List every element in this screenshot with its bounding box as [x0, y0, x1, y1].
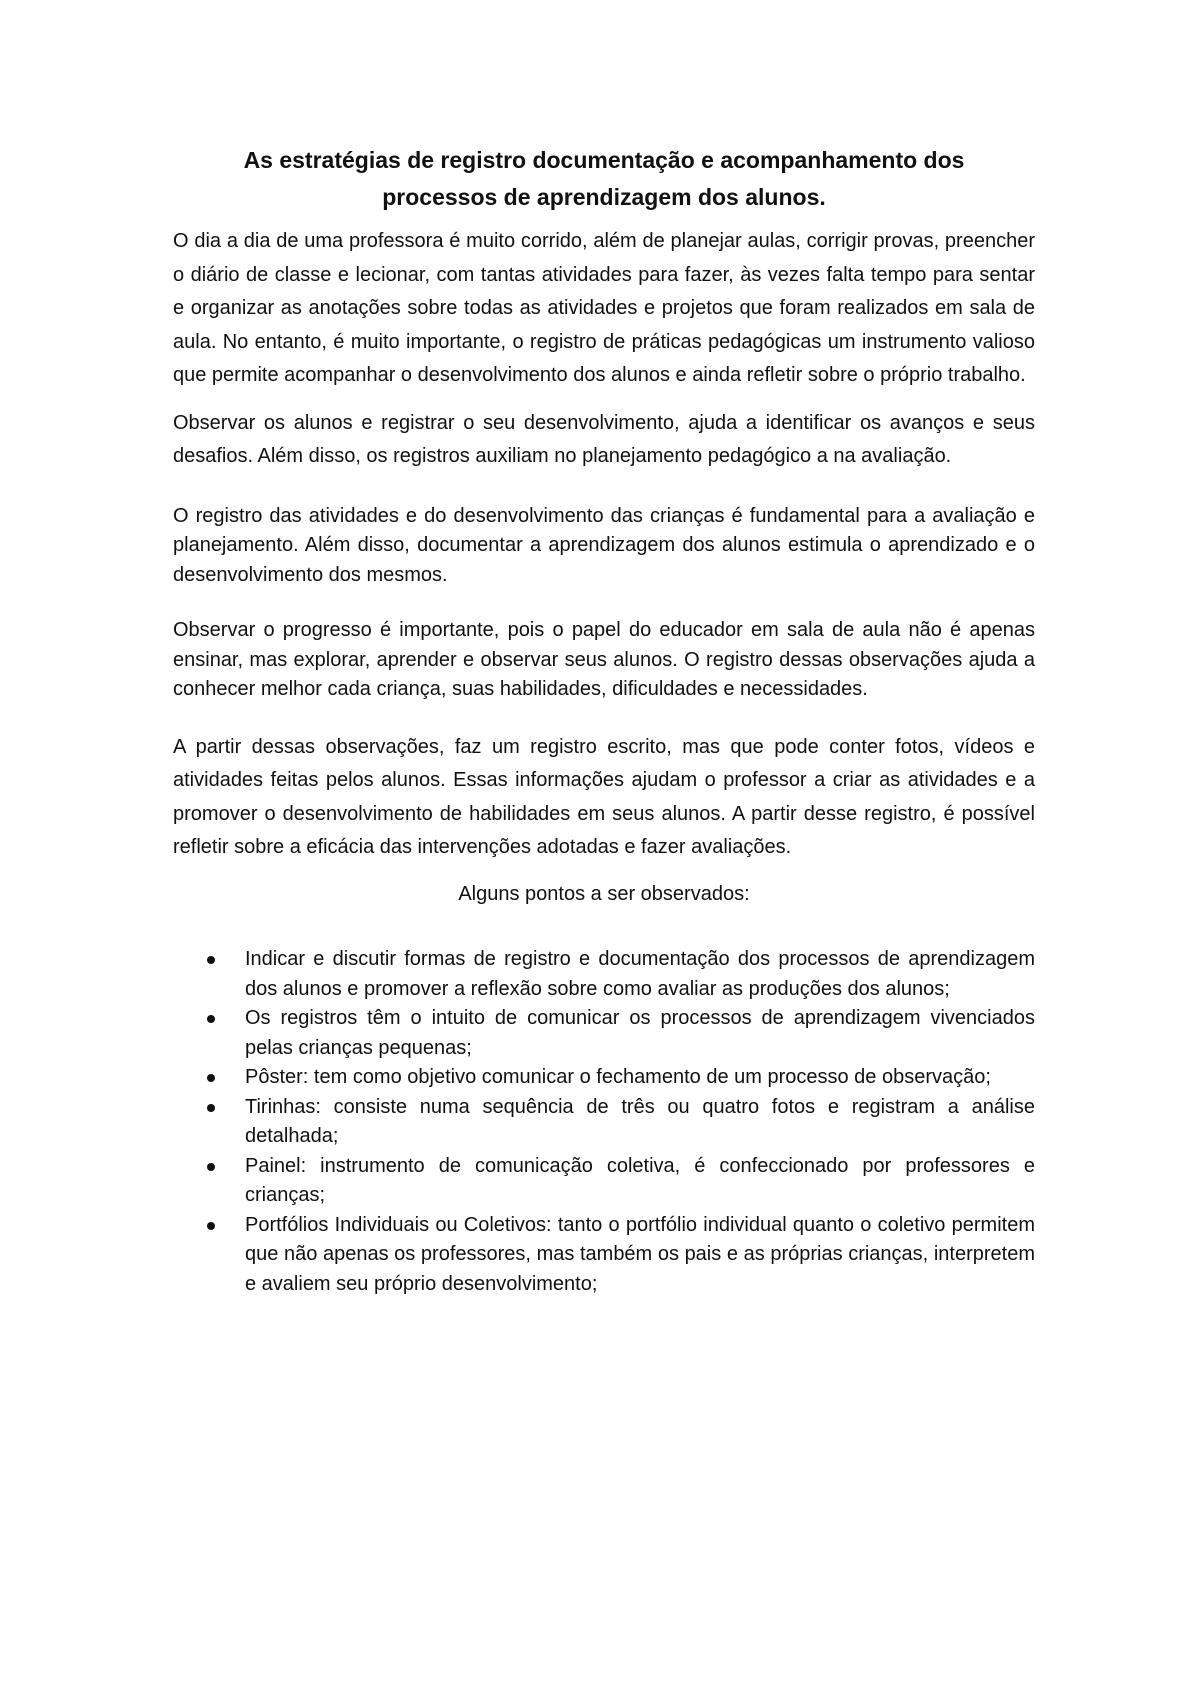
title-line-1: As estratégias de registro documentação e acompanhamento dos [243, 147, 965, 173]
paragraph-5: A partir dessas observações, faz um registro escrito, mas que pode conter fotos, vídeos e atividades feitas pelos alunos. Essas informações ajudam o professor a criar as atividades e a promover o desenvolvimento de habilidades em seus alunos. A partir desse registro, é possível refletir sobre a eficácia das intervenções adotadas e fazer avaliações. [173, 735, 1035, 858]
bullet-icon [207, 1163, 215, 1171]
title-line-2: processos de aprendizagem dos alunos. [382, 184, 826, 210]
list-item-text: Tirinhas: consiste numa sequência de três ou quatro fotos e registram a análise detalhada; [245, 1095, 1035, 1147]
list-item [173, 945, 1035, 1004]
section-subheading: Alguns pontos a ser observados: [458, 882, 750, 905]
list-item-text: Portfólios Individuais ou Coletivos: tanto o portfólio individual quanto o coletivo permitem que não apenas os professores, mas também os pais e as próprias crianças, interpretem e avaliem seu próprio desenvolvimento; [245, 1213, 1035, 1295]
paragraph-1: O dia a dia de uma professora é muito corrido, além de planejar aulas, corrigir provas, preencher o diário de classe e lecionar, com tantas atividades para fazer, às vezes falta tempo para sentar e organizar as anotações sobre todas as atividades e projetos que foram realizados em sala de aula. No entanto, é muito importante, o registro de práticas pedagógicas um instrumento valioso que permite acompanhar o desenvolvimento dos alunos e ainda refletir sobre o próprio trabalho. [173, 230, 1035, 386]
bullet-icon [207, 1222, 215, 1230]
list-item-text: Painel: instrumento de comunicação coletiva, é confeccionado por professores e crianças; [245, 1154, 1035, 1206]
bullet-icon [207, 1015, 215, 1023]
list-item-text: Os registros têm o intuito de comunicar os processos de aprendizagem vivenciados pelas crianças pequenas; [245, 1007, 1035, 1059]
list-item-text: Pôster: tem como objetivo comunicar o fechamento de um processo de observação; [245, 1066, 991, 1088]
document-page [173, 142, 1035, 1299]
list-item [173, 1004, 1035, 1063]
bullet-icon [207, 1074, 215, 1082]
list-item [173, 1063, 1035, 1093]
bullet-icon [207, 1104, 215, 1112]
bullet-list [173, 945, 1035, 1299]
paragraph-2: Observar os alunos e registrar o seu desenvolvimento, ajuda a identificar os avanços e seus desafios. Além disso, os registros auxiliam no planejamento pedagógico a na avaliação. [173, 411, 1035, 467]
paragraph-3: O registro das atividades e do desenvolvimento das crianças é fundamental para a avaliação e planejamento. Além disso, documentar a aprendizagem dos alunos estimula o aprendizado e o desenvolvimento dos mesmos. [173, 504, 1035, 586]
document-title [173, 142, 1035, 216]
list-item [173, 1152, 1035, 1211]
list-item [173, 1093, 1035, 1152]
bullet-icon [207, 956, 215, 964]
paragraph-4: Observar o progresso é importante, pois o papel do educador em sala de aula não é apenas ensinar, mas explorar, aprender e observar seus alunos. O registro dessas observações ajuda a conhecer melhor cada criança, suas habilidades, dificuldades e necessidades. [173, 619, 1035, 700]
list-item-text: Indicar e discutir formas de registro e documentação dos processos de aprendizagem dos alunos e promover a reflexão sobre como avaliar as produções dos alunos; [245, 948, 1035, 1000]
list-item [173, 1211, 1035, 1300]
